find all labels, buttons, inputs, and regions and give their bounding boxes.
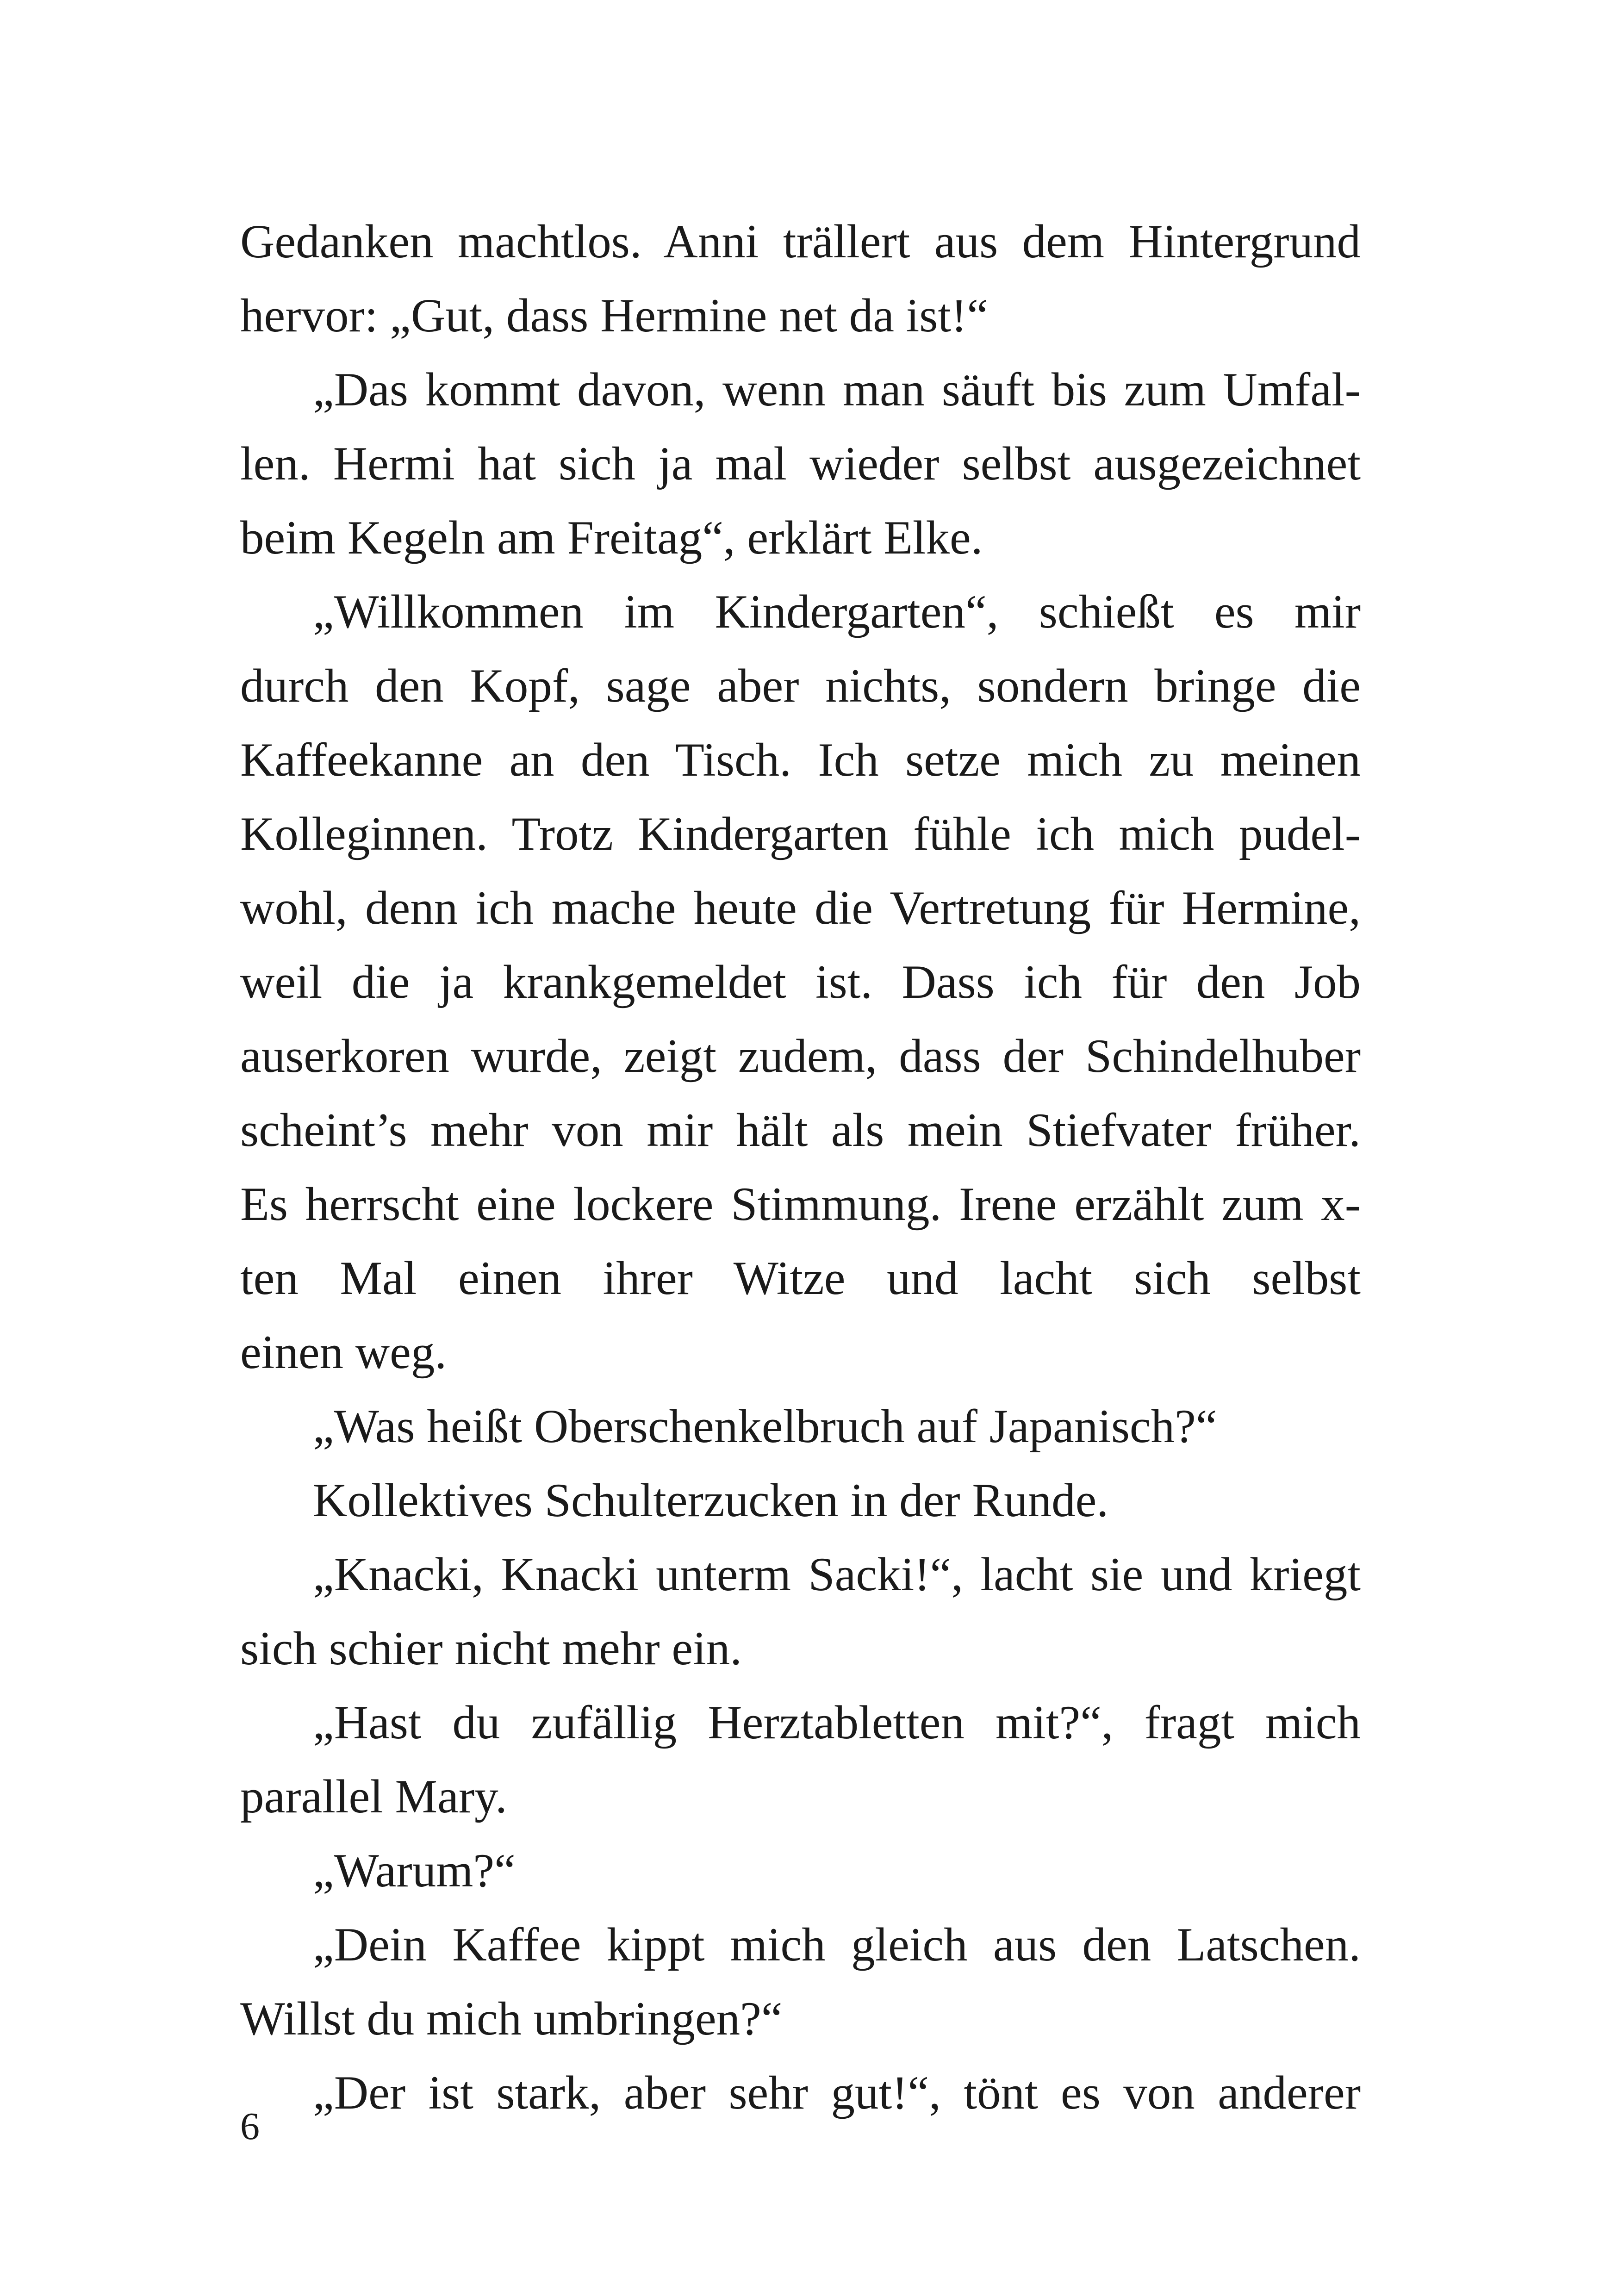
text-line: sich schier nicht mehr ein. [240,1622,742,1675]
text-line: „Willkommen im Kindergarten“, schießt es mir [313,585,1361,638]
text-line: scheint’s mehr von mir hält als mein Stiefvater früher. [240,1104,1361,1157]
text-line: Kaffeekanne an den Tisch. Ich setze mich zu meinen [240,734,1361,786]
text-line: durch den Kopf, sage aber nichts, sondern bringe die [240,660,1361,712]
text-line: weil die ja krankgemeldet ist. Dass ich für den Job [240,956,1361,1008]
text-line: beim Kegeln am Freitag“, erklärt Elke. [240,511,983,564]
text-line: parallel Mary. [240,1770,507,1823]
page-number: 6 [240,2105,260,2148]
text-line: „Knacki, Knacki unterm Sacki!“, lacht sie und kriegt [313,1548,1361,1601]
body-text [240,205,1361,2130]
text-line: „Was heißt Oberschenkelbruch auf Japanisch?“ [313,1400,1217,1453]
text-line: Kollektives Schulterzucken in der Runde. [313,1474,1109,1527]
text-line: „Dein Kaffee kippt mich gleich aus den Latschen. [313,1918,1361,1971]
text-line: Kolleginnen. Trotz Kindergarten fühle ich mich pudel- [240,808,1361,860]
text-line: Es herrscht eine lockere Stimmung. Irene erzählt zum x- [240,1178,1361,1231]
text-line: „Das kommt davon, wenn man säuft bis zum Umfal- [313,363,1361,416]
text-line: ten Mal einen ihrer Witze und lacht sich selbst [240,1252,1361,1305]
text-line: „Warum?“ [313,1844,516,1897]
text-line: Gedanken machtlos. Anni trällert aus dem Hintergrund [240,215,1361,268]
text-line: wohl, denn ich mache heute die Vertretung für Hermine, [240,882,1361,934]
text-line: „Hast du zufällig Herztabletten mit?“, fragt mich [313,1696,1361,1749]
text-line: einen weg. [240,1326,447,1379]
text-line: hervor: „Gut, dass Hermine net da ist!“ [240,289,989,342]
text-line: len. Hermi hat sich ja mal wieder selbst ausgezeichnet [240,437,1361,490]
text-line: Willst du mich umbringen?“ [240,1992,783,2045]
text-line: „Der ist stark, aber sehr gut!“, tönt es von anderer [313,2066,1361,2119]
text-line: auserkoren wurde, zeigt zudem, dass der Schindelhuber [240,1030,1361,1083]
